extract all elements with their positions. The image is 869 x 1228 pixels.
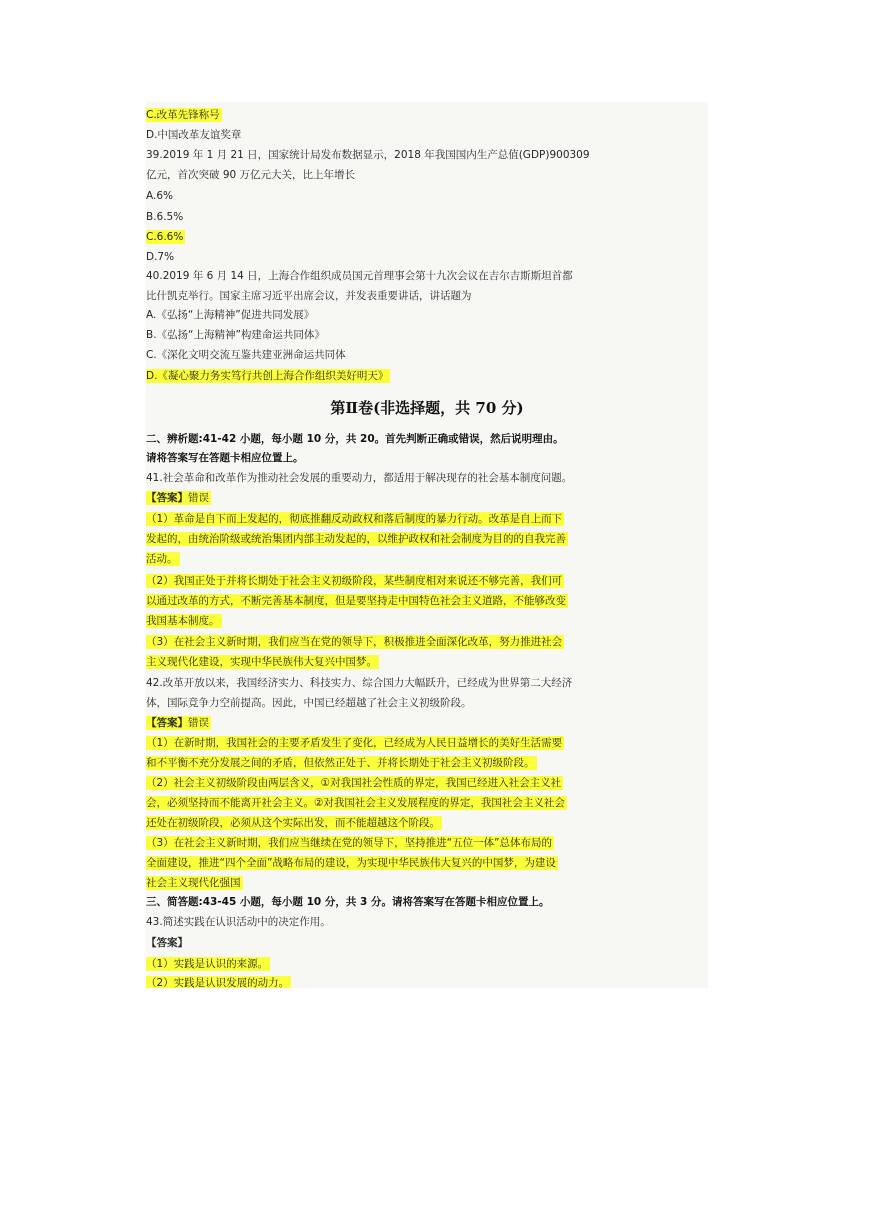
q43-stem: 43.简述实践在认识活动中的决定作用。 [146,916,331,928]
section2-instruction-line2: 请将答案写在答题卡相应位置上。 [146,452,304,464]
section2-instruction-line1: 二、辨析题:41-42 小题，每小题 10 分，共 20。首先判断正确或错误，然后说明理由。 [146,433,564,445]
q42-stem-line2: 体，国际竞争力空前提高。因此，中国已经超越了社会主义初级阶段。 [146,697,472,709]
q42-answer-verdict: 错误 [188,717,209,729]
q41-answer-line: 我国基本制度。 [146,615,220,627]
q39-option-c: C.6.6% [146,231,184,243]
q42-answer-tag: 【答案】 [146,717,188,729]
q41-answer-line: 以通过改革的方式，不断完善基本制度，但是要坚持走中国特色社会主义道路，不能够改变 [146,595,566,607]
q39-stem-line2: 亿元，首次突破 90 万亿元大关，比上年增长 [146,169,356,181]
q41-answer-verdict: 错误 [188,492,209,504]
q40-option-a: A.《弘扬“上海精神”促进共同发展》 [146,309,315,321]
q41-answer-line: （2）我国正处于并将长期处于社会主义初级阶段，某些制度相对来说还不够完善，我们可 [146,575,563,587]
q38-option-c: C.改革先锋称号 [146,109,220,121]
q42-answer-line: 社会主义现代化强国 [146,877,241,889]
q39-option-a: A.6% [146,190,173,202]
q41-answer-line: 主义现代化建设，实现中华民族伟大复兴中国梦。 [146,656,377,668]
q40-option-b: B.《弘扬“上海精神”构建命运共同体》 [146,329,325,341]
q43-answer-line: （1）实践是认识的来源。 [146,958,269,970]
q42-answer-line: 还处在初级阶段，必须从这个实际出发，而不能超越这个阶段。 [146,817,440,829]
q42-stem-line1: 42.改革开放以来，我国经济实力、科技实力、综合国力大幅跃升，已经成为世界第二大经济 [146,677,573,689]
q42-answer-line: （2）社会主义初级阶段由两层含义，①对我国社会性质的界定，我国已经进入社会主义社 [146,777,562,789]
q43-answer-line: （2）实践是认识发展的动力。 [146,977,290,988]
q39-stem-line1: 39.2019 年 1 月 21 日，国家统计局发布数据显示，2018 年我国国内生产总值(GDP)900309 [146,149,590,161]
section2-title: 第Ⅱ卷(非选择题，共 70 分) [330,399,524,417]
q41-answer-tag: 【答案】 [146,492,188,504]
q42-answer-line: 全面建设，推进“四个全面”战略布局的建设，为实现中华民族伟大复兴的中国梦，为建设 [146,857,556,869]
q42-answer-line: 会，必须坚持而不能离开社会主义。②对我国社会主义发展程度的界定，我国社会主义社会 [146,797,565,809]
q41-answer-heading [146,491,211,505]
scanned-exam-page [146,102,708,988]
q42-answer-heading [146,716,211,730]
q43-answer-heading [146,936,188,950]
q39-option-d: D.7% [146,251,175,263]
q41-answer-line: （1）革命是自下而上发起的，彻底推翻反动政权和落后制度的暴力行动。改革是自上而下 [146,513,563,525]
q39-option-b: B.6.5% [146,211,184,223]
q42-answer-line: （1）在新时期，我国社会的主要矛盾发生了变化，已经成为人民日益增长的美好生活需要 [146,737,563,749]
q38-option-d: D.中国改革友谊奖章 [146,129,242,141]
q40-stem-line1: 40.2019 年 6 月 14 日，上海合作组织成员国元首理事会第十九次会议在吉尔吉斯斯坦首都 [146,270,573,282]
q43-answer-tag: 【答案】 [146,937,188,949]
q41-answer-line: （3）在社会主义新时期，我们应当在党的领导下，积极推进全面深化改革，努力推进社会 [146,636,563,648]
section3-instruction: 三、简答题:43-45 小题，每小题 10 分，共 3 分。请将答案写在答题卡相应位置上。 [146,896,550,908]
q40-stem-line2: 比什凯克举行。国家主席习近平出席会议，并发表重要讲话，讲话题为 [146,290,472,302]
q40-option-d: D.《凝心聚力务实笃行共创上海合作组织美好明天》 [146,370,389,382]
q42-answer-line: 和不平衡不充分发展之间的矛盾，但依然正处于、并将长期处于社会主义初级阶段。 [146,757,535,769]
q41-stem: 41.社会革命和改革作为推动社会发展的重要动力，都适用于解决现存的社会基本制度问题。 [146,472,573,484]
q41-answer-line: 活动。 [146,553,178,565]
q40-option-c: C.《深化文明交流互鉴共建亚洲命运共同体 [146,349,346,361]
q41-answer-line: 发起的，由统治阶级或统治集团内部主动发起的，以维护政权和社会制度为目的的自我完善 [146,533,566,545]
q42-answer-line: （3）在社会主义新时期，我们应当继续在党的领导下，坚持推进“五位一体”总体布局的 [146,837,553,849]
